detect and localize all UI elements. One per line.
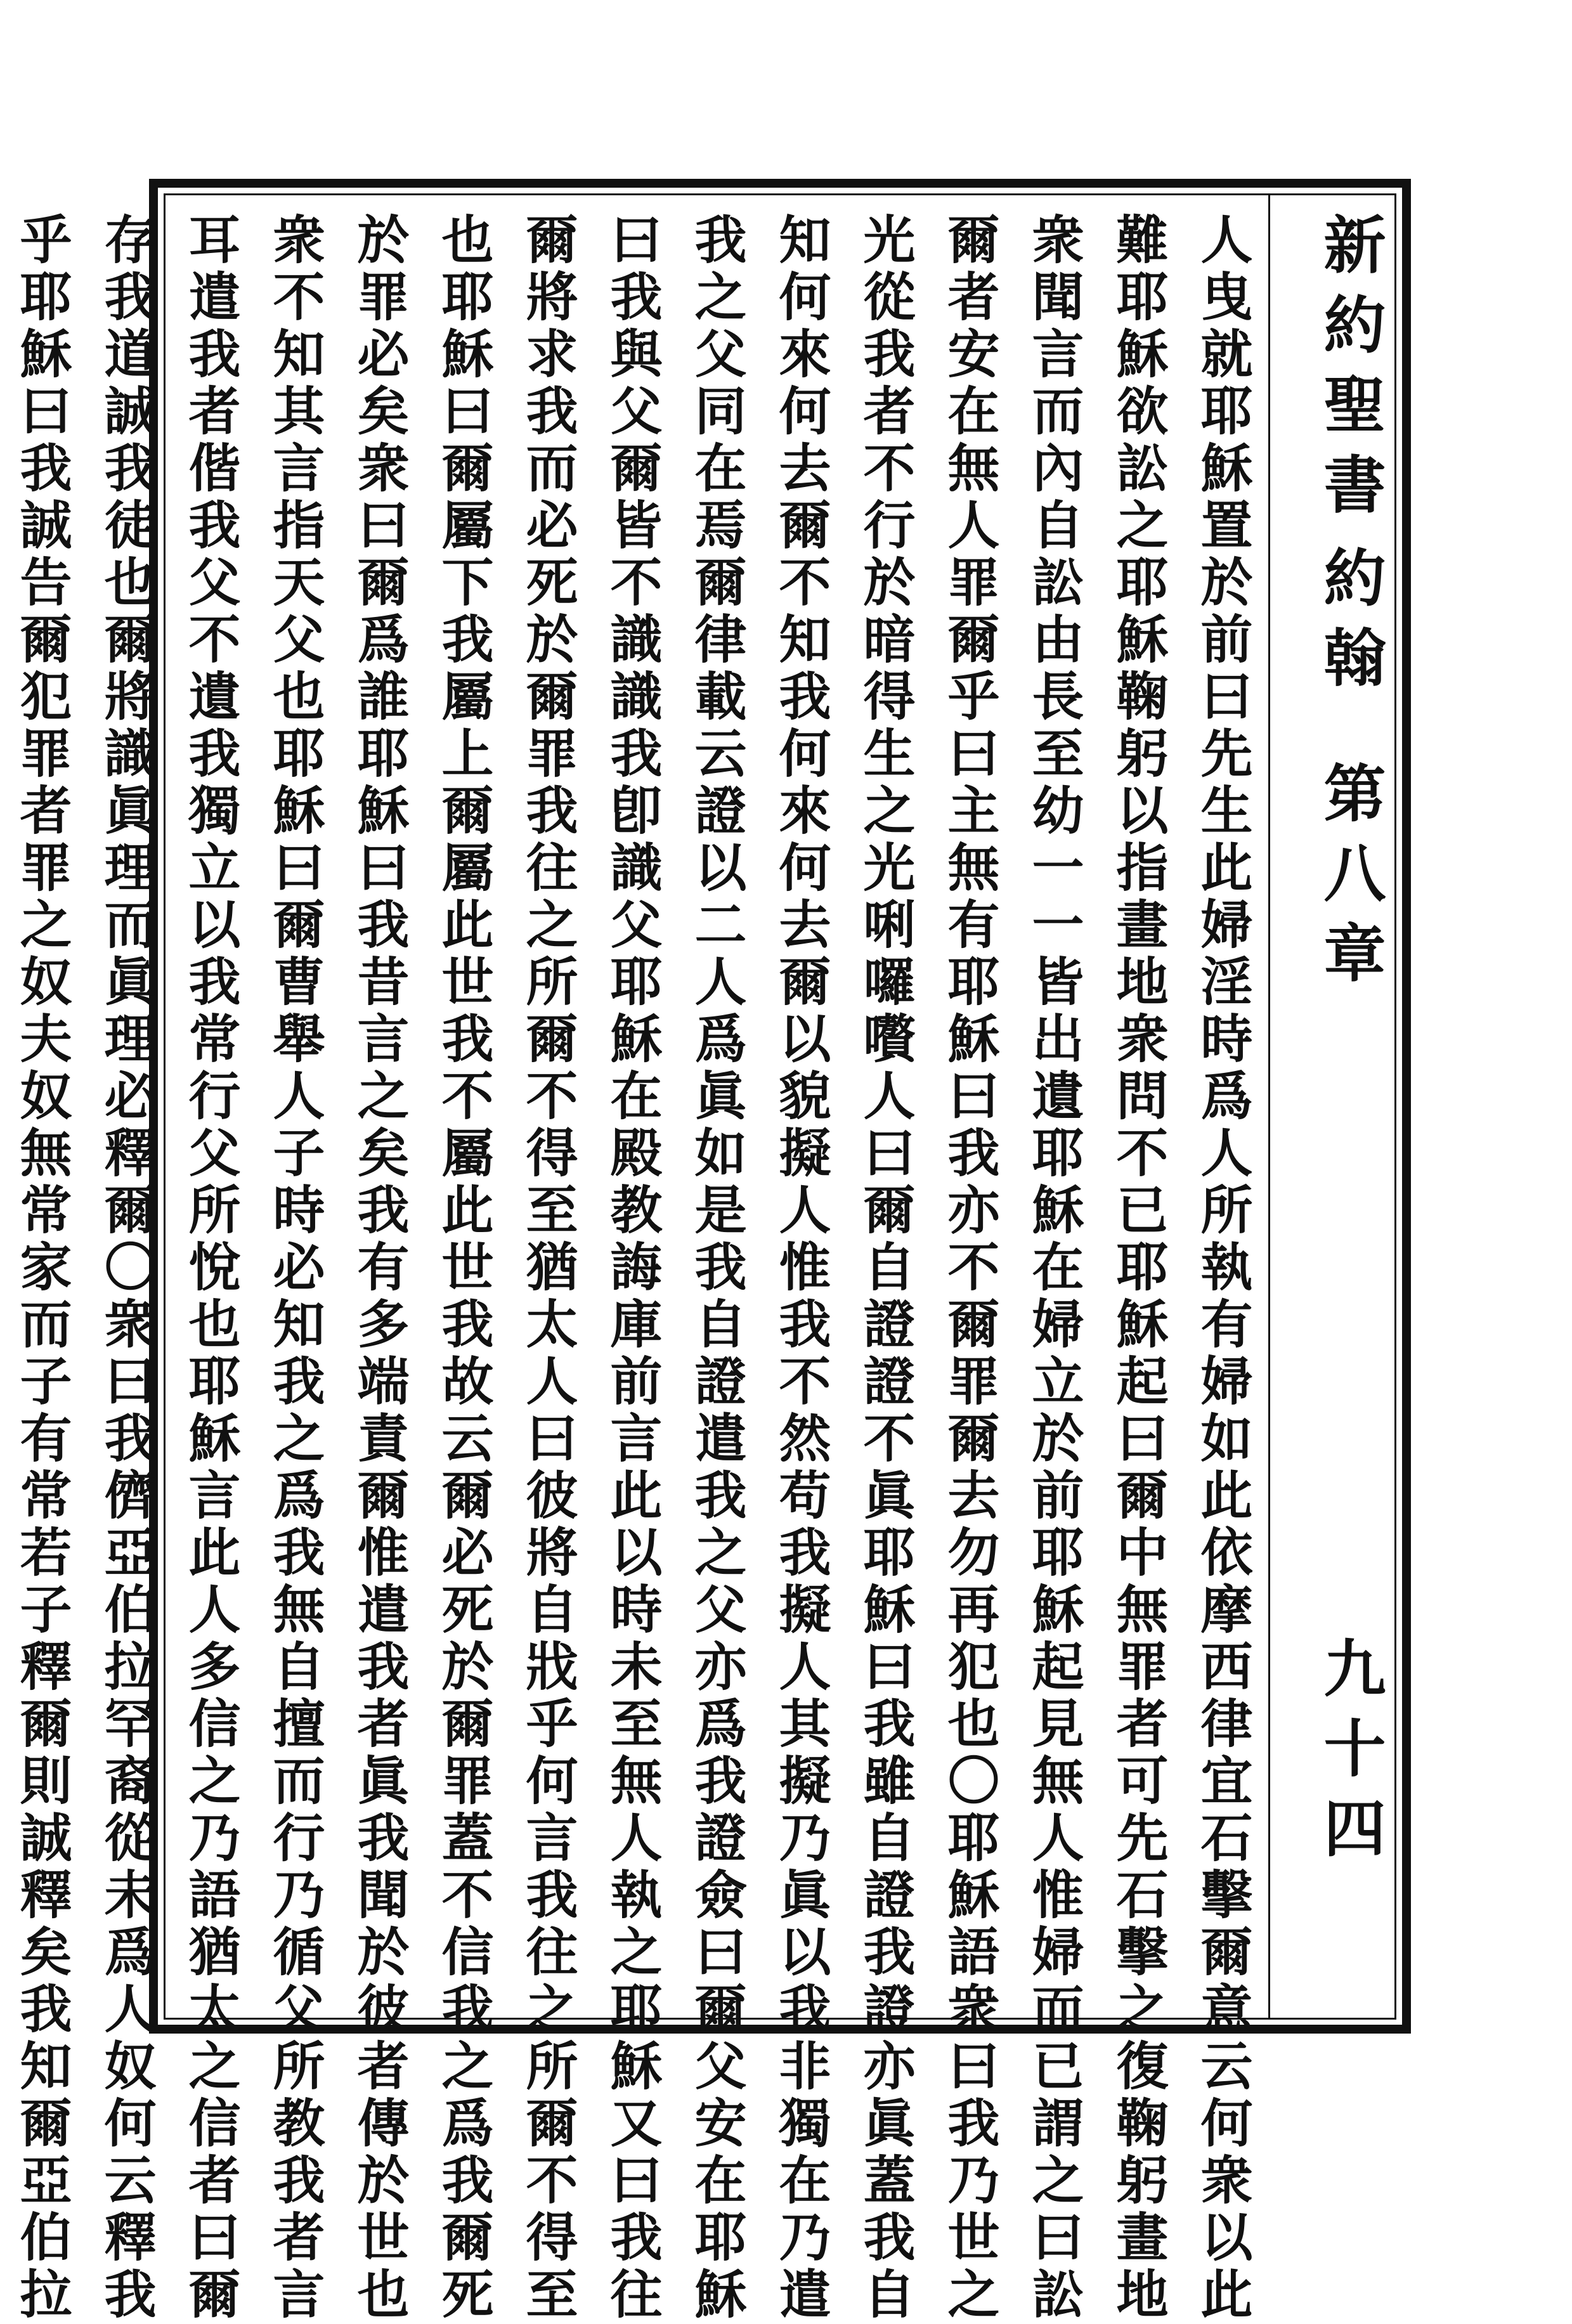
book-name: 約翰 — [1313, 545, 1386, 705]
page-number: 九十四 — [1313, 1636, 1386, 1876]
text-column: 人曳就耶穌置於前曰先生此婦淫時爲人所執有婦如此依摩西律宜石擊爾意云何衆以此 — [1192, 212, 1253, 2324]
text-column: 也耶穌曰爾屬下我屬上爾屬此世我不屬此世我故云爾必死於爾罪蓋不信我之爲我爾死 — [433, 212, 494, 2324]
text-column: 於罪必矣衆曰爾爲誰耶穌曰我昔言之矣我有多端責爾惟遣我者眞我聞於彼者傳於世也 — [349, 212, 410, 2324]
text-column: 我之父同在焉爾律載云證以二人爲眞如是我自證遣我之父亦爲我證僉曰爾父安在耶穌 — [686, 212, 747, 2324]
chapter-heading: 第八章 — [1313, 761, 1386, 1001]
text-column: 衆聞言而內自訟由長至幼一一皆出遺耶穌在婦立於前耶穌起見無人惟婦而已謂之曰訟 — [1023, 212, 1084, 2324]
text-column: 知何來何去爾不知我何來何去爾以貌擬人惟我不然苟我擬人其擬乃眞以我非獨在乃遣 — [770, 212, 831, 2324]
body-text — [11, 212, 1264, 2324]
text-column: 曰我與父爾皆不識識我卽識父耶穌在殿教誨庫前言此以時未至無人執之耶穌又曰我往 — [602, 212, 663, 2324]
text-column: 光從我者不行於暗得生之光唎囉嚽人曰爾自證證不眞耶穌曰我雖自證我證亦眞蓋我自 — [855, 212, 916, 2324]
text-column: 爾者安在無人罪爾乎曰主無有耶穌曰我亦不爾罪爾去勿再犯也〇耶穌語衆曰我乃世之 — [939, 212, 1000, 2324]
text-column: 難耶穌欲訟之耶穌鞠躬以指畫地衆問不已耶穌起曰爾中無罪者可先石擊之復鞠躬畫地 — [1108, 212, 1169, 2324]
text-column: 耳遣我者偕我父不遺我獨立以我常行父所悅也耶穌言此人多信之乃語猶太之信者曰爾 — [180, 212, 241, 2324]
book-title: 新約聖書 — [1313, 212, 1386, 532]
text-column: 乎耶穌曰我誠告爾犯罪者罪之奴夫奴無常家而子有常若子釋爾則誠釋矣我知爾亞伯拉 — [11, 212, 72, 2324]
text-column: 衆不知其言指天父也耶穌曰爾曹舉人子時必知我之爲我無自擅而行乃循父所教我者言 — [264, 212, 325, 2324]
text-column: 爾將求我而必死於爾罪我往之所爾不得至猶太人曰彼將自戕乎何言我往之所爾不得至 — [517, 212, 578, 2324]
text-column: 存我道誠我徒也爾將識眞理而眞理必釋爾〇衆曰我儕亞伯拉罕裔從未爲人奴何云釋我 — [96, 212, 157, 2324]
